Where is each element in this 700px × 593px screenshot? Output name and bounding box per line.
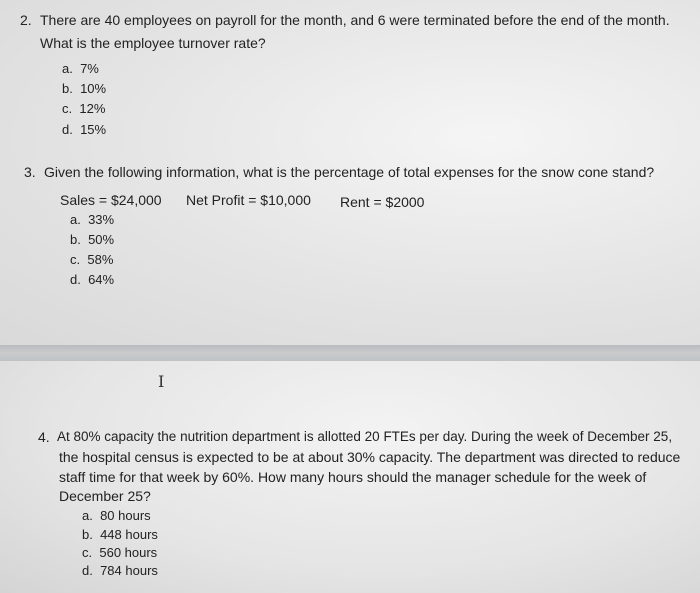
q2-option-d-letter: d. xyxy=(62,122,73,137)
q3-option-d-text: 64% xyxy=(88,272,115,287)
q3-option-d xyxy=(70,271,114,289)
q2-question-line1: There are 40 employees on payroll for the month, and 6 were terminated before the end of the month. xyxy=(40,12,670,28)
q3-option-a-letter: a. xyxy=(70,212,81,227)
text-cursor-icon: I xyxy=(158,372,165,391)
q4-option-b-letter: b. xyxy=(82,527,93,542)
q3-net-profit: Net Profit = $10,000 xyxy=(186,192,311,208)
q4-option-c-letter: c. xyxy=(82,545,93,560)
q3-number: 3. xyxy=(24,164,36,180)
q2-option-c-letter: c. xyxy=(62,101,73,116)
q2-number: 2. xyxy=(20,12,32,28)
q4-option-c-text: 560 hours xyxy=(99,545,158,560)
q3-rent: Rent = $2000 xyxy=(340,194,425,210)
q2-option-a xyxy=(62,60,99,78)
q2-option-a-letter: a. xyxy=(62,61,73,76)
q3-sales: Sales = $24,000 xyxy=(60,192,162,208)
q3-option-d-letter: d. xyxy=(70,272,81,287)
q3-option-c-text: 58% xyxy=(87,252,114,267)
q3-option-b-text: 50% xyxy=(88,232,115,247)
q4-option-a-text: 80 hours xyxy=(100,508,151,523)
q4-question-line2: the hospital census is expected to be at about 30% capacity. The department was directed to reduce xyxy=(59,449,681,465)
q4-option-d xyxy=(82,562,158,580)
q2-option-d xyxy=(62,121,106,139)
q4-option-d-text: 784 hours xyxy=(100,563,158,578)
q2-option-b-letter: b. xyxy=(62,81,73,96)
q4-option-d-letter: d. xyxy=(82,563,93,578)
q4-option-a-letter: a. xyxy=(82,508,93,523)
q2-option-c-text: 12% xyxy=(79,101,106,116)
q4-option-a xyxy=(82,507,151,525)
q2-question-line2: What is the employee turnover rate? xyxy=(40,35,266,51)
q2-option-c xyxy=(62,100,105,118)
q4-option-b xyxy=(82,526,158,544)
page-divider-band xyxy=(0,345,700,361)
q3-question-line1: Given the following information, what is the percentage of total expenses for the snow cone stand? xyxy=(44,164,655,180)
q3-option-b-letter: b. xyxy=(70,232,81,247)
q4-number: 4. xyxy=(38,429,50,445)
q3-option-b xyxy=(70,231,114,249)
q3-option-c-letter: c. xyxy=(70,252,81,267)
q4-option-c xyxy=(82,544,157,562)
q2-option-b-text: 10% xyxy=(80,81,107,96)
q2-option-a-text: 7% xyxy=(80,61,99,76)
q2-option-b xyxy=(62,80,106,98)
q4-question-line1: At 80% capacity the nutrition department is allotted 20 FTEs per day. During the week of December 25, xyxy=(57,429,673,444)
q3-option-c xyxy=(70,251,113,269)
q3-option-a-text: 33% xyxy=(88,212,115,227)
q3-option-a xyxy=(70,211,114,229)
q4-option-b-text: 448 hours xyxy=(100,527,158,542)
q4-question-line4: December 25? xyxy=(59,488,151,504)
q2-option-d-text: 15% xyxy=(80,122,107,137)
q4-question-line3: staff time for that week by 60%. How many hours should the manager schedule for the week of xyxy=(59,469,647,485)
